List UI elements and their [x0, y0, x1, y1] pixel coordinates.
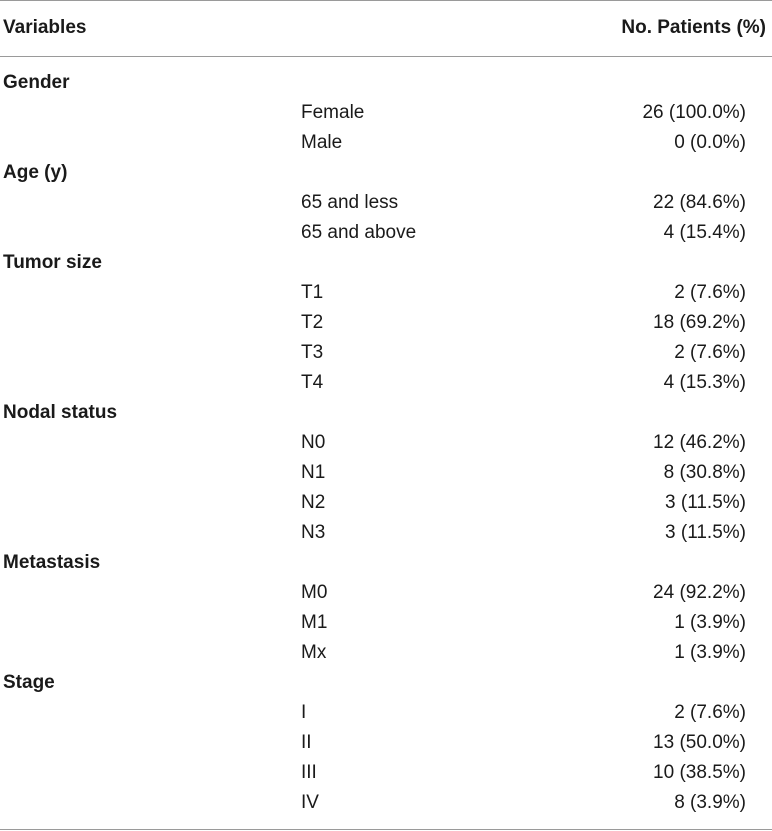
row-label: M0 [301, 582, 328, 603]
row-label: III [301, 762, 317, 783]
row-value: 1 (3.9%) [674, 642, 746, 663]
table-row [0, 338, 772, 368]
row-label: Female [301, 102, 365, 123]
row-value: 0 (0.0%) [674, 132, 746, 153]
row-value: 1 (3.9%) [674, 612, 746, 633]
table-row [0, 488, 772, 518]
row-value: 26 (100.0%) [642, 102, 746, 123]
table-row [0, 188, 772, 218]
row-value: 12 (46.2%) [653, 432, 746, 453]
row-label: T3 [301, 342, 324, 363]
table-row [0, 218, 772, 248]
table-row [0, 758, 772, 788]
table-row [0, 698, 772, 728]
category-label: Age (y) [3, 162, 68, 183]
row-value: 18 (69.2%) [653, 312, 746, 333]
table-row [0, 458, 772, 488]
category-label: Gender [3, 72, 70, 93]
table-row [0, 728, 772, 758]
row-value: 2 (7.6%) [674, 702, 746, 723]
category-row [0, 68, 772, 98]
row-value: 8 (30.8%) [663, 462, 746, 483]
table-row [0, 128, 772, 158]
row-label: Male [301, 132, 343, 153]
row-value: 8 (3.9%) [674, 792, 746, 813]
row-value: 4 (15.4%) [663, 222, 746, 243]
table-row [0, 98, 772, 128]
category-row [0, 158, 772, 188]
row-value: 10 (38.5%) [653, 762, 746, 783]
row-value: 3 (11.5%) [665, 522, 746, 543]
row-label: N2 [301, 492, 326, 513]
table-body [0, 68, 772, 818]
row-value: 13 (50.0%) [653, 732, 746, 753]
table-row [0, 428, 772, 458]
row-label: I [301, 702, 307, 723]
table-row [0, 578, 772, 608]
category-row [0, 548, 772, 578]
category-label: Stage [3, 672, 55, 693]
row-label: T2 [301, 312, 324, 333]
row-value: 2 (7.6%) [674, 282, 746, 303]
table-row [0, 308, 772, 338]
row-value: 4 (15.3%) [663, 372, 746, 393]
category-label: Nodal status [3, 402, 118, 423]
row-label: 65 and above [301, 222, 417, 243]
top-rule [0, 0, 772, 1]
row-label: IV [301, 792, 319, 813]
table-row [0, 518, 772, 548]
row-label: II [301, 732, 312, 753]
row-value: 22 (84.6%) [653, 192, 746, 213]
category-label: Tumor size [3, 252, 102, 273]
table-row [0, 638, 772, 668]
category-row [0, 248, 772, 278]
row-label: N0 [301, 432, 326, 453]
row-value: 2 (7.6%) [674, 342, 746, 363]
header-rule [0, 56, 772, 57]
table-row [0, 608, 772, 638]
category-row [0, 668, 772, 698]
row-label: M1 [301, 612, 328, 633]
bottom-rule [0, 829, 772, 830]
row-label: 65 and less [301, 192, 399, 213]
header-variables: Variables [3, 17, 87, 38]
header-patients: No. Patients (%) [621, 17, 766, 38]
row-label: Mx [301, 642, 327, 663]
row-label: T1 [301, 282, 324, 303]
row-value: 3 (11.5%) [665, 492, 746, 513]
row-label: T4 [301, 372, 324, 393]
table-row [0, 368, 772, 398]
category-label: Metastasis [3, 552, 101, 573]
row-value: 24 (92.2%) [653, 582, 746, 603]
category-row [0, 398, 772, 428]
row-label: N1 [301, 462, 326, 483]
row-label: N3 [301, 522, 326, 543]
table-row [0, 788, 772, 818]
table-row [0, 278, 772, 308]
